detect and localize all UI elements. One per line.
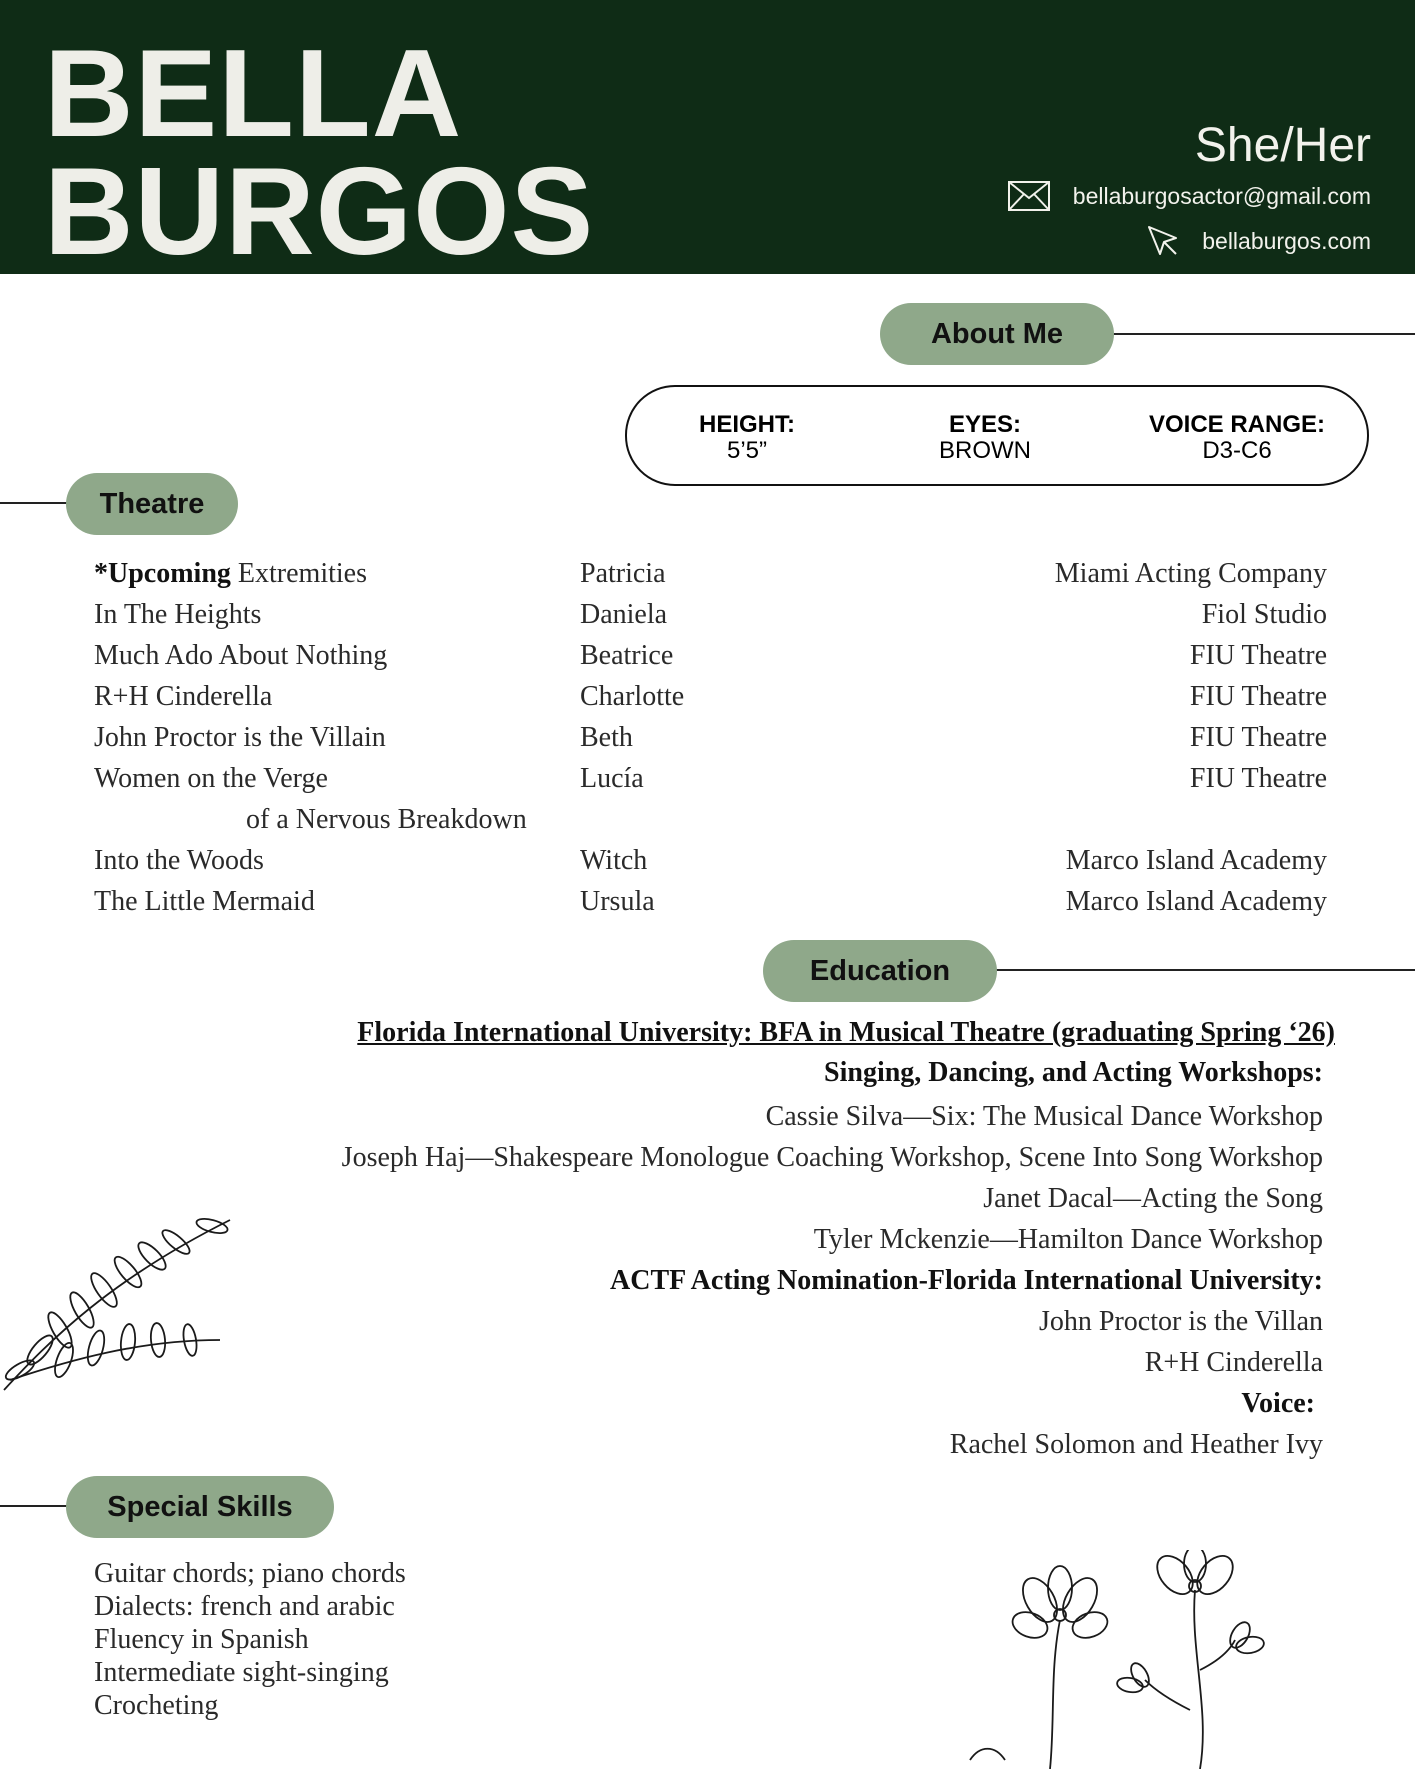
skill-item: Dialects: french and arabic bbox=[94, 1591, 395, 1622]
credit-show: John Proctor is the Villain bbox=[94, 722, 386, 753]
stat-height bbox=[677, 413, 817, 463]
voice-teachers: Rachel Solomon and Heather Ivy bbox=[949, 1429, 1323, 1460]
credit-venue: Miami Acting Company bbox=[1054, 558, 1327, 589]
credit-role: Patricia bbox=[580, 558, 666, 589]
credit-venue: FIU Theatre bbox=[1189, 722, 1327, 753]
credit-venue: Fiol Studio bbox=[1201, 599, 1327, 630]
skills-list bbox=[94, 1557, 406, 1722]
credit-role: Lucía bbox=[580, 763, 644, 794]
credit-show: Much Ado About Nothing bbox=[94, 640, 388, 671]
education-heading: Education bbox=[763, 940, 997, 1002]
stats-box bbox=[625, 385, 1369, 486]
skill-item: Guitar chords; piano chords bbox=[94, 1558, 406, 1589]
skills-heading: Special Skills bbox=[66, 1476, 334, 1538]
credit-role: Witch bbox=[580, 845, 648, 876]
credit-show bbox=[94, 558, 367, 590]
credit-role: Beatrice bbox=[580, 640, 674, 671]
stat-label: EYES: bbox=[948, 411, 1022, 438]
credit-show: The Little Mermaid bbox=[94, 886, 315, 917]
website-text[interactable]: bellaburgos.com bbox=[1202, 227, 1371, 254]
workshop-item: Cassie Silva—Six: The Musical Dance Workshop bbox=[765, 1101, 1323, 1132]
credit-show-continued: of a Nervous Breakdown bbox=[246, 804, 527, 835]
stat-label: VOICE RANGE: bbox=[1148, 411, 1325, 438]
credit-show: Women on the Verge bbox=[94, 763, 328, 794]
workshop-item: Joseph Haj—Shakespeare Monologue Coaching Workshop, Scene Into Song Workshop bbox=[341, 1142, 1323, 1173]
about-heading: About Me bbox=[880, 303, 1114, 365]
credit-show: In The Heights bbox=[94, 599, 262, 630]
credit-role: Charlotte bbox=[580, 681, 685, 712]
credit-show: Into the Woods bbox=[94, 845, 264, 876]
workshops-heading: Singing, Dancing, and Acting Workshops: bbox=[824, 1057, 1323, 1088]
credit-show: R+H Cinderella bbox=[94, 681, 273, 712]
stat-label: HEIGHT: bbox=[699, 411, 795, 438]
actf-heading: ACTF Acting Nomination-Florida International University: bbox=[610, 1265, 1323, 1296]
theatre-rule bbox=[0, 502, 70, 504]
show-title: Extremities bbox=[237, 558, 367, 589]
skills-rule bbox=[0, 1505, 70, 1507]
credit-role: Ursula bbox=[580, 886, 655, 917]
credit-venue: FIU Theatre bbox=[1189, 681, 1327, 712]
stat-value: D3-C6 bbox=[1202, 437, 1272, 464]
leaf-sprig-illustration bbox=[0, 1190, 240, 1400]
workshop-item: Janet Dacal—Acting the Song bbox=[983, 1183, 1323, 1214]
credit-venue: FIU Theatre bbox=[1189, 763, 1327, 794]
credit-venue: Marco Island Academy bbox=[1065, 886, 1327, 917]
credit-venue: Marco Island Academy bbox=[1065, 845, 1327, 876]
stat-value: 5’5” bbox=[726, 437, 768, 464]
credit-role: Beth bbox=[580, 722, 633, 753]
theatre-heading: Theatre bbox=[66, 473, 238, 535]
flowers-illustration bbox=[950, 1550, 1310, 1769]
email-contact[interactable] bbox=[1007, 180, 1371, 212]
voice-heading: Voice: bbox=[1241, 1388, 1315, 1419]
stat-value: BROWN bbox=[939, 437, 1031, 464]
actf-item: R+H Cinderella bbox=[1144, 1347, 1323, 1378]
education-rule bbox=[992, 969, 1415, 971]
workshop-item: Tyler Mckenzie—Hamilton Dance Workshop bbox=[813, 1224, 1323, 1255]
actf-item: John Proctor is the Villan bbox=[1038, 1306, 1323, 1337]
website-contact[interactable] bbox=[1146, 224, 1371, 258]
upcoming-label: *Upcoming bbox=[94, 558, 231, 589]
stat-voice-range bbox=[1137, 413, 1337, 463]
credit-venue: FIU Theatre bbox=[1189, 640, 1327, 671]
name-last: BURGOS bbox=[44, 143, 595, 281]
email-text[interactable]: bellaburgosactor@gmail.com bbox=[1072, 182, 1371, 209]
skill-item: Crocheting bbox=[94, 1690, 219, 1721]
stat-eyes bbox=[910, 413, 1060, 463]
credit-role: Daniela bbox=[580, 599, 668, 630]
envelope-icon bbox=[1007, 180, 1051, 212]
skill-item: Fluency in Spanish bbox=[94, 1624, 309, 1655]
about-rule bbox=[1110, 333, 1415, 335]
header-banner bbox=[0, 0, 1415, 281]
pronouns: She/Her bbox=[1194, 119, 1371, 172]
school-title: Florida International University: BFA in Musical Theatre (graduating Spring ‘26) bbox=[357, 1017, 1335, 1048]
skill-item: Intermediate sight-singing bbox=[94, 1657, 389, 1688]
cursor-icon bbox=[1146, 224, 1180, 258]
name-first: BELLA bbox=[44, 25, 463, 163]
